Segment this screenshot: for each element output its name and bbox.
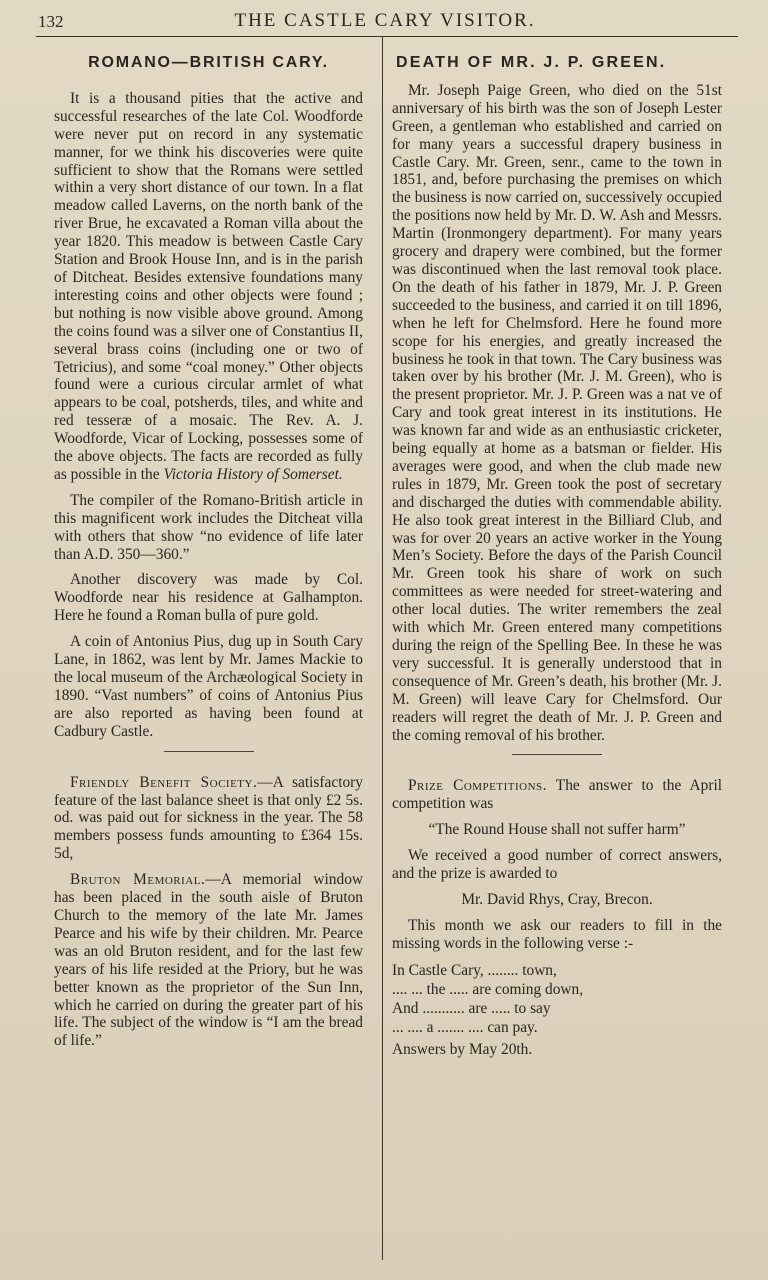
romano-british-heading: ROMANO—BRITISH CARY.: [88, 54, 329, 71]
prize-answer: “The Round House shall not suffer harm”: [428, 821, 686, 839]
prize-winner: Mr. David Rhys, Cray, Brecon.: [461, 890, 653, 908]
page-number: 132: [38, 12, 64, 31]
green-death-heading: DEATH OF MR. J. P. GREEN.: [396, 54, 667, 71]
prize-intro-text: The answer to the April competition was: [392, 777, 722, 813]
header-rule: [36, 36, 738, 37]
romano-paragraph-1: [54, 90, 363, 484]
prize-intro: [392, 777, 722, 813]
friendly-society-paragraph: [54, 774, 363, 864]
running-head: [30, 6, 740, 34]
verse-line: In Castle Cary, ........ town,: [392, 961, 557, 979]
verse-line: ... .... a ....... .... can pay.: [392, 1018, 538, 1036]
friendly-society-lead: Friendly Benefit Society.: [70, 773, 258, 791]
romano-paragraph-4: A coin of Antonius Pius, dug up in South Cary Lane, in 1862, was lent by Mr. James Mackie to the local museum of the Archæological Society in 1890. “Vast numbers” of coins of Antonius Pius are also reported as having been found at Cadbury Castle.: [54, 633, 363, 740]
bruton-memorial-paragraph: [54, 871, 363, 1050]
verse-line: And ........... are ..... to say: [392, 999, 551, 1017]
verse-line: .... ... the ..... are coming down,: [392, 980, 584, 998]
victoria-history-title: Victoria History of Somerset.: [163, 465, 343, 483]
prize-this-month: This month we ask our readers to fill in the missing words in the following verse :-: [392, 916, 722, 952]
green-obituary-paragraph: Mr. Joseph Paige Green, who died on the 51st anniversary of his birth was the son of Joseph Lester Green, a gentleman who established and carried on for many years a successful drapery business in Castle Cary. Mr. Green, senr., came to the town in 1851, and, before purchasing the premises on which the business is now carried on, successively occupied the positions now held by Mr. D. W. Ash and Messrs. Martin (Ironmongery department). For many years grocery and drapery were combined, but the former was discontinued when the last removal took place. On the death of his father in 1879, Mr. J. P. Green succeeded to the business, and carried it on till 1896, when he left for Chelmsford. Here he found more scope for his energies, and greatly increased the business he took in that town. The Cary business was taken over by his brother (Mr. J. M. Green), who is the present proprietor. Mr. J. P. Green was a nat ve of Cary and took great interest in its institutions. He was known far and wide as an enthusiastic cricketer, being equally at home as a batsman or fielder. His averages were good, and when the club made new rules in 1879, Mr. Green took the post of secretary and discharged the duties with commendable ability. He also took great interest in the Billiard Club, and was for over 20 years an active worker in the Young Men’s Society. Before the days of the Parish Council Mr. Green took his share of work on such committees as were needed for street-watering and other local duties. The writer remembers the zeal with which Mr. Green entered many competitions during the reign of the Spelling Bee. In these he was very successful. It is generally understood that in consequence of Mr. Green’s death, his brother (Mr. J. M. Green) will leave Cary for Chelmsford. Our readers will regret the death of Mr. J. P. Green and the coming removal of his brother.: [392, 81, 722, 744]
romano-paragraph-3: Another discovery was made by Col. Woodforde near his residence at Galhampton. Here he found a Roman bulla of pure gold.: [54, 571, 363, 625]
verse: [392, 961, 722, 1037]
right-column: [392, 40, 722, 1059]
running-title: THE CASTLE CARY VISITOR.: [234, 10, 536, 31]
romano-paragraph-2: The compiler of the Romano-British article in this magnificent work includes the Ditcheat villa with others that show “no evidence of life later than A.D. 350—360.”: [54, 491, 363, 563]
section-separator: [164, 751, 254, 752]
friendly-society-text: —A satisfactory feature of the last balance sheet is that only £2 5s. od. was paid out for sickness in the year. The 58 members possess funds amounting to £364 15s. 5d,: [54, 773, 363, 863]
answers-deadline: Answers by May 20th.: [392, 1040, 533, 1058]
romano-paragraph-1-text: It is a thousand pities that the active and successful researches of the late Col. Woodforde were never put on record in any systematic manner, for we think his discoveries were quite sufficient to show that the Romans were settled within a very short distance of our town. In a flat meadow called Laverns, on the north bank of the river Brue, he excavated a Roman villa about the year 1820. This meadow is between Castle Cary Station and Brook House Inn, and is in the parish of Ditcheat. Besides extensive foundations many interesting coins and other objects were found ; but nothing is now visible above ground. Among the coins found was a silver one of Constantius II, several brass coins (including one or two of Tetricius), and some “coal money.” Other objects found were a curious circular armlet of what appears to be coal, potsherds, tiles, and white and red tesseræ of a mosaic. The Rev. A. J. Woodforde, Vicar of Locking, possesses some of the above objects. The facts are recorded as fully as possible in the: [54, 89, 363, 483]
prize-received: We received a good number of correct answers, and the prize is awarded to: [392, 847, 722, 883]
left-column: [54, 40, 363, 1058]
prize-lead: Prize Competitions.: [408, 777, 548, 795]
bruton-memorial-text: —A memorial window has been placed in the south aisle of Bruton Church to the memory of the late Mr. James Pearce and his wife by their children. Mr. Pearce was an old Bruton resident, and for the last few years of his life resided at the Priory, but he was better known as the proprietor of the Sun Inn, which he carried on during the greater part of his life. The subject of the window is “I am the bread of life.”: [54, 871, 363, 1050]
bruton-memorial-lead: Bruton Memorial.: [70, 871, 206, 889]
column-divider: [382, 36, 383, 1260]
section-separator: [512, 754, 602, 755]
